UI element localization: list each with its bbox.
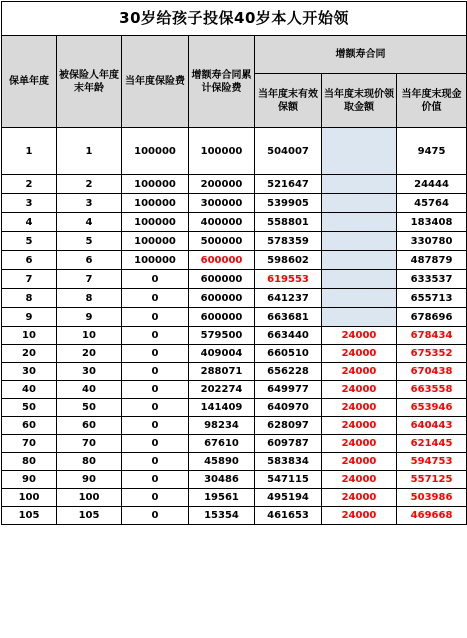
table-row [2,489,467,507]
cell-withdrawal [322,308,397,327]
cell-policy-year: 40 [2,381,57,399]
cell-effective-sum: 609787 [255,435,322,453]
table-row [2,175,467,194]
cell-cash-value: 653946 [397,399,467,417]
cell-insured-age: 9 [57,308,122,327]
cell-insured-age: 8 [57,289,122,308]
cell-effective-sum: 495194 [255,489,322,507]
cell-premium: 100000 [122,251,189,270]
cell-effective-sum: 649977 [255,381,322,399]
cell-cumulative-premium: 600000 [189,308,255,327]
header-group: 增额寿合同 [255,36,467,74]
cell-premium: 100000 [122,194,189,213]
cell-effective-sum: 578359 [255,232,322,251]
cell-premium: 0 [122,399,189,417]
cell-insured-age: 30 [57,363,122,381]
table-title: 30岁给孩子投保40岁本人开始领 [2,2,467,36]
cell-premium: 0 [122,507,189,525]
cell-insured-age: 10 [57,327,122,345]
cell-cash-value: 640443 [397,417,467,435]
cell-insured-age: 40 [57,381,122,399]
cell-withdrawal: 24000 [322,327,397,345]
cell-premium: 0 [122,381,189,399]
cell-effective-sum: 504007 [255,128,322,175]
table-row [2,232,467,251]
cell-premium: 0 [122,345,189,363]
cell-premium: 0 [122,417,189,435]
cell-cash-value: 503986 [397,489,467,507]
table-row [2,128,467,175]
insurance-table [1,1,467,525]
cell-withdrawal [322,213,397,232]
cell-cumulative-premium: 579500 [189,327,255,345]
cell-premium: 0 [122,489,189,507]
cell-cumulative-premium: 400000 [189,213,255,232]
table-row [2,289,467,308]
cell-policy-year: 2 [2,175,57,194]
table-row [2,435,467,453]
cell-cumulative-premium: 98234 [189,417,255,435]
cell-policy-year: 20 [2,345,57,363]
cell-withdrawal [322,128,397,175]
cell-effective-sum: 461653 [255,507,322,525]
cell-effective-sum: 558801 [255,213,322,232]
cell-cash-value: 678696 [397,308,467,327]
cell-effective-sum: 660510 [255,345,322,363]
cell-insured-age: 50 [57,399,122,417]
cell-withdrawal: 24000 [322,489,397,507]
table-row [2,327,467,345]
cell-withdrawal: 24000 [322,435,397,453]
cell-premium: 0 [122,453,189,471]
header-premium: 当年度保险费 [122,36,189,128]
cell-cash-value: 675352 [397,345,467,363]
table-row [2,417,467,435]
cell-cash-value: 633537 [397,270,467,289]
cell-cumulative-premium: 200000 [189,175,255,194]
cell-premium: 0 [122,308,189,327]
cell-premium: 100000 [122,232,189,251]
cell-policy-year: 9 [2,308,57,327]
cell-effective-sum: 628097 [255,417,322,435]
cell-policy-year: 1 [2,128,57,175]
cell-cash-value: 621445 [397,435,467,453]
cell-premium: 100000 [122,128,189,175]
cell-insured-age: 100 [57,489,122,507]
cell-withdrawal: 24000 [322,363,397,381]
cell-policy-year: 80 [2,453,57,471]
cell-effective-sum: 656228 [255,363,322,381]
cell-effective-sum: 640970 [255,399,322,417]
table-body [2,128,467,525]
cell-withdrawal [322,232,397,251]
cell-effective-sum: 663440 [255,327,322,345]
cell-effective-sum: 539905 [255,194,322,213]
cell-withdrawal [322,175,397,194]
header-insured-age: 被保险人年度末年龄 [57,36,122,128]
cell-policy-year: 8 [2,289,57,308]
cell-effective-sum: 598602 [255,251,322,270]
cell-cumulative-premium: 141409 [189,399,255,417]
cell-insured-age: 4 [57,213,122,232]
cell-cash-value: 469668 [397,507,467,525]
cell-cumulative-premium: 300000 [189,194,255,213]
header-effective-sum: 当年度末有效保额 [255,74,322,128]
cell-policy-year: 50 [2,399,57,417]
cell-insured-age: 105 [57,507,122,525]
cell-cash-value: 24444 [397,175,467,194]
cell-premium: 0 [122,363,189,381]
cell-cash-value: 330780 [397,232,467,251]
cell-effective-sum: 583834 [255,453,322,471]
cell-withdrawal: 24000 [322,399,397,417]
cell-cash-value: 678434 [397,327,467,345]
cell-policy-year: 5 [2,232,57,251]
table-row [2,471,467,489]
cell-effective-sum: 619553 [255,270,322,289]
cell-insured-age: 1 [57,128,122,175]
cell-insured-age: 5 [57,232,122,251]
cell-withdrawal: 24000 [322,453,397,471]
cell-cash-value: 557125 [397,471,467,489]
cell-effective-sum: 521647 [255,175,322,194]
cell-insured-age: 70 [57,435,122,453]
cell-cumulative-premium: 600000 [189,251,255,270]
cell-withdrawal: 24000 [322,381,397,399]
cell-insured-age: 80 [57,453,122,471]
cell-cumulative-premium: 500000 [189,232,255,251]
cell-cash-value: 670438 [397,363,467,381]
table-row [2,363,467,381]
header-policy-year: 保单年度 [2,36,57,128]
cell-policy-year: 90 [2,471,57,489]
table-row [2,507,467,525]
cell-policy-year: 3 [2,194,57,213]
header-withdrawal: 当年度末现价领取金额 [322,74,397,128]
cell-policy-year: 100 [2,489,57,507]
cell-policy-year: 30 [2,363,57,381]
cell-policy-year: 60 [2,417,57,435]
cell-insured-age: 2 [57,175,122,194]
cell-cash-value: 594753 [397,453,467,471]
cell-cumulative-premium: 30486 [189,471,255,489]
cell-insured-age: 60 [57,417,122,435]
table-row [2,399,467,417]
cell-cumulative-premium: 100000 [189,128,255,175]
cell-cash-value: 663558 [397,381,467,399]
table-row [2,345,467,363]
cell-policy-year: 70 [2,435,57,453]
cell-cash-value: 655713 [397,289,467,308]
cell-effective-sum: 547115 [255,471,322,489]
cell-policy-year: 6 [2,251,57,270]
cell-effective-sum: 641237 [255,289,322,308]
cell-cumulative-premium: 45890 [189,453,255,471]
cell-cumulative-premium: 288071 [189,363,255,381]
cell-insured-age: 90 [57,471,122,489]
cell-policy-year: 4 [2,213,57,232]
header-cash-value: 当年度末现金价值 [397,74,467,128]
table-row [2,308,467,327]
table-row [2,453,467,471]
cell-withdrawal [322,289,397,308]
cell-cash-value: 9475 [397,128,467,175]
table-row [2,194,467,213]
cell-cumulative-premium: 15354 [189,507,255,525]
table-row [2,381,467,399]
cell-premium: 0 [122,270,189,289]
cell-insured-age: 20 [57,345,122,363]
table-row [2,213,467,232]
cell-insured-age: 6 [57,251,122,270]
cell-policy-year: 10 [2,327,57,345]
cell-effective-sum: 663681 [255,308,322,327]
cell-insured-age: 7 [57,270,122,289]
cell-cumulative-premium: 600000 [189,270,255,289]
cell-premium: 0 [122,289,189,308]
cell-withdrawal: 24000 [322,345,397,363]
cell-cash-value: 45764 [397,194,467,213]
cell-policy-year: 7 [2,270,57,289]
cell-cumulative-premium: 19561 [189,489,255,507]
cell-policy-year: 105 [2,507,57,525]
table-row [2,270,467,289]
cell-withdrawal [322,194,397,213]
cell-premium: 0 [122,327,189,345]
cell-cumulative-premium: 600000 [189,289,255,308]
cell-premium: 0 [122,435,189,453]
cell-withdrawal [322,251,397,270]
cell-withdrawal [322,270,397,289]
cell-cash-value: 487879 [397,251,467,270]
cell-premium: 100000 [122,213,189,232]
header-cumulative-premium: 增额寿合同累计保险费 [189,36,255,128]
cell-withdrawal: 24000 [322,417,397,435]
cell-premium: 0 [122,471,189,489]
cell-cumulative-premium: 67610 [189,435,255,453]
table-row [2,251,467,270]
cell-withdrawal: 24000 [322,507,397,525]
cell-cumulative-premium: 202274 [189,381,255,399]
cell-cash-value: 183408 [397,213,467,232]
cell-insured-age: 3 [57,194,122,213]
cell-premium: 100000 [122,175,189,194]
cell-withdrawal: 24000 [322,471,397,489]
cell-cumulative-premium: 409004 [189,345,255,363]
